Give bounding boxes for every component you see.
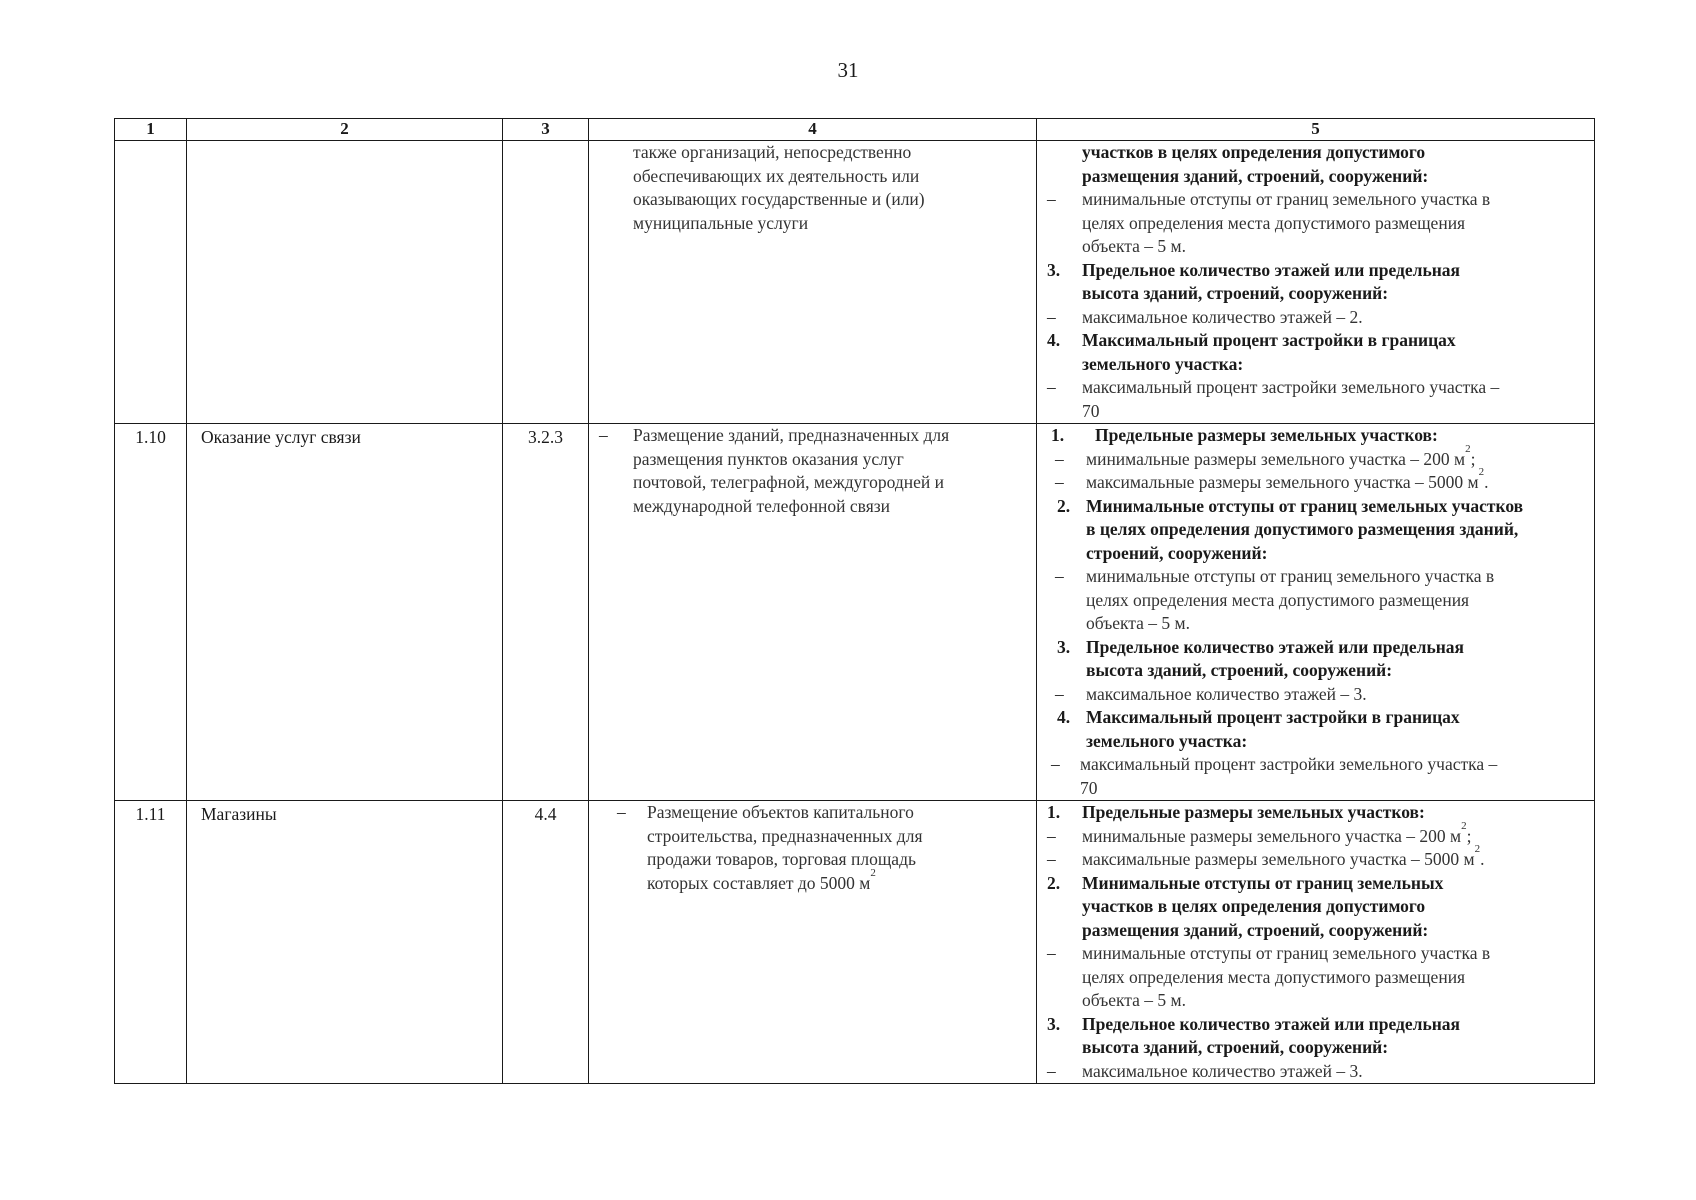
parameter-text: объекта – 5 м. [1086, 613, 1191, 633]
parameter-text: целях определения места допустимого размещения [1086, 589, 1470, 610]
dash-marker: – [1055, 566, 1064, 586]
description-line [589, 495, 1030, 519]
dash-marker: – [1047, 189, 1056, 209]
parameter-value-line [1037, 589, 1594, 613]
dash-marker: – [1047, 377, 1056, 397]
column-header-3: 3 [503, 119, 589, 141]
parameter-text: участков в целях определения допустимого [1082, 142, 1426, 162]
description-line [589, 212, 1030, 236]
list-number: 3. [1047, 1013, 1061, 1034]
dash-marker: – [1055, 472, 1064, 492]
description-cell [589, 801, 1037, 1084]
parameter-value-line [1037, 466, 1594, 495]
list-number: 1. [1051, 425, 1065, 445]
description-line [589, 141, 1030, 165]
parameter-text: высота зданий, строений, сооружений: [1082, 1037, 1389, 1057]
parameter-value-line [1037, 843, 1594, 872]
parameter-text: в целях определения допустимого размещения зданий, [1086, 519, 1519, 539]
parameter-text: Максимальный процент застройки в границах [1082, 330, 1456, 350]
parameter-text: минимальные размеры земельного участка – 200 м [1086, 448, 1466, 469]
dash-marker: – [1047, 1060, 1056, 1081]
dash-marker: – [1055, 683, 1064, 704]
parameter-value-line [1037, 306, 1594, 330]
description-line [589, 471, 1030, 495]
parameter-heading-line [1037, 518, 1594, 542]
parameter-text: высота зданий, строений, сооружений: [1082, 283, 1389, 303]
parameter-heading-line [1037, 919, 1594, 943]
parameter-value-line [1037, 376, 1594, 400]
parameter-heading-line [1037, 801, 1594, 825]
parameter-text: Предельное количество этажей или предельная [1082, 1013, 1461, 1034]
regulations-table [114, 118, 1595, 1084]
parameter-value-line [1037, 442, 1594, 472]
parameter-text: максимальное количество этажей – 3. [1086, 683, 1367, 704]
parameter-text: земельного участка: [1086, 730, 1248, 751]
parameter-value-line [1037, 400, 1594, 424]
parameter-text: высота зданий, строений, сооружений: [1086, 660, 1393, 680]
parameter-heading-line [1037, 659, 1594, 683]
parameter-text: Предельные размеры земельных участков: [1095, 425, 1438, 445]
dash-marker: – [1047, 849, 1056, 869]
parameter-value-line [1037, 777, 1594, 801]
parameter-value-line [1037, 212, 1594, 236]
use-code-cell: 3.2.3 [503, 424, 589, 801]
description-text: почтовой, телеграфной, междугородней и [633, 472, 945, 492]
parameter-text: Максимальный процент застройки в границах [1086, 707, 1460, 727]
parameter-heading-line [1037, 1013, 1594, 1037]
parameter-value-line [1037, 565, 1594, 589]
description-line [589, 165, 1030, 189]
parameter-heading-line [1037, 165, 1594, 189]
description-text: строительства, предназначенных для [647, 825, 923, 846]
description-text: продажи товаров, торговая площадь [647, 849, 916, 869]
dash-marker: – [599, 425, 608, 445]
description-text: которых составляет до 5000 м [647, 872, 871, 893]
description-line [589, 848, 1030, 872]
parameter-heading-line [1037, 329, 1594, 353]
superscript: 2 [1461, 819, 1467, 832]
parameter-text: максимальный процент застройки земельного участка – [1082, 377, 1500, 397]
description-text: оказывающих государственные и (или) [633, 189, 925, 209]
table-header-row [115, 119, 1595, 141]
parameter-value-line [1037, 989, 1594, 1013]
parameter-text: максимальные размеры земельного участка – 5000 м [1086, 472, 1479, 492]
parameter-heading-line [1037, 141, 1594, 165]
parameter-text: объекта – 5 м. [1082, 236, 1187, 256]
description-line [589, 866, 1030, 896]
list-number: 2. [1047, 872, 1061, 893]
parameter-text: целях определения места допустимого размещения [1082, 966, 1466, 987]
description-line [589, 188, 1030, 212]
use-code-cell: 4.4 [503, 801, 589, 1084]
dash-marker: – [617, 802, 626, 822]
table-row [115, 801, 1595, 1084]
punctuation: . [1484, 472, 1489, 492]
parameter-value-line [1037, 753, 1594, 777]
parameter-heading-line [1037, 730, 1594, 754]
parameter-heading-line [1037, 542, 1594, 566]
parameter-text: минимальные размеры земельного участка – 200 м [1082, 825, 1462, 846]
use-name-cell [187, 141, 503, 424]
parameter-value-line [1037, 235, 1594, 259]
parameter-heading-line [1037, 282, 1594, 306]
description-cell [589, 141, 1037, 424]
parameter-value-line [1037, 188, 1594, 212]
parameter-text: минимальные отступы от границ земельного участка в [1086, 566, 1495, 586]
parameter-text: 70 [1082, 400, 1100, 421]
parameter-heading-line [1037, 424, 1594, 448]
table-row [115, 141, 1595, 424]
description-text: международной телефонной связи [633, 495, 891, 516]
parameter-text: земельного участка: [1082, 353, 1244, 374]
dash-marker: – [1051, 754, 1060, 774]
parameter-heading-line [1037, 636, 1594, 660]
parameter-value-line [1037, 683, 1594, 707]
dash-marker: – [1047, 943, 1056, 963]
parameter-text: объекта – 5 м. [1082, 990, 1187, 1010]
row-number-cell: 1.11 [115, 801, 187, 1084]
punctuation: ; [1466, 825, 1472, 846]
parameter-heading-line [1037, 259, 1594, 283]
parameter-value-line [1037, 612, 1594, 636]
superscript: 2 [1474, 843, 1481, 856]
list-number: 2. [1057, 495, 1071, 516]
column-header-5: 5 [1037, 119, 1595, 141]
parameter-text: минимальные отступы от границ земельного участка в [1082, 189, 1491, 209]
dash-marker: – [1047, 825, 1056, 846]
description-text: Размещение объектов капитального [647, 802, 914, 822]
parameter-text: Минимальные отступы от границ земельных [1082, 872, 1444, 893]
column-header-4: 4 [589, 119, 1037, 141]
description-text: обеспечивающих их деятельность или [633, 165, 920, 186]
description-text: Размещение зданий, предназначенных для [633, 425, 950, 445]
punctuation: ; [1470, 448, 1476, 469]
parameter-text: максимальный процент застройки земельного участка – [1080, 754, 1498, 774]
parameter-value-line [1037, 966, 1594, 990]
parameters-cell [1037, 141, 1595, 424]
parameter-value-line [1037, 942, 1594, 966]
parameters-cell [1037, 801, 1595, 1084]
use-code-cell [503, 141, 589, 424]
parameter-value-line [1037, 1060, 1594, 1084]
parameter-text: максимальные размеры земельного участка – 5000 м [1082, 849, 1475, 869]
description-cell [589, 424, 1037, 801]
parameter-text: максимальное количество этажей – 3. [1082, 1060, 1363, 1081]
parameter-heading-line [1037, 706, 1594, 730]
parameter-text: участков в целях определения допустимого [1082, 896, 1426, 916]
parameter-heading-line [1037, 353, 1594, 377]
description-text: муниципальные услуги [633, 212, 809, 233]
parameter-text: минимальные отступы от границ земельного участка в [1082, 943, 1491, 963]
superscript: 2 [870, 866, 876, 879]
punctuation: . [1480, 849, 1485, 869]
column-header-1: 1 [115, 119, 187, 141]
superscript: 2 [1478, 466, 1485, 479]
row-number-cell [115, 141, 187, 424]
parameter-heading-line [1037, 495, 1594, 519]
column-header-2: 2 [187, 119, 503, 141]
list-number: 4. [1057, 707, 1071, 727]
list-number: 4. [1047, 330, 1061, 350]
parameter-text: размещения зданий, строений, сооружений: [1082, 919, 1429, 940]
superscript: 2 [1465, 442, 1471, 455]
parameter-text: 70 [1080, 777, 1098, 798]
parameter-text: Предельное количество этажей или предельная [1086, 636, 1465, 657]
parameter-text: размещения зданий, строений, сооружений: [1082, 165, 1429, 186]
table-row [115, 424, 1595, 801]
parameter-text: Предельное количество этажей или предельная [1082, 259, 1461, 280]
parameter-value-line [1037, 819, 1594, 849]
description-line [589, 825, 1030, 849]
parameter-heading-line [1037, 872, 1594, 896]
description-line [589, 424, 1030, 448]
dash-marker: – [1055, 448, 1064, 469]
use-name-cell: Магазины [187, 801, 503, 1084]
parameter-text: максимальное количество этажей – 2. [1082, 306, 1363, 327]
use-name-cell: Оказание услуг связи [187, 424, 503, 801]
parameter-heading-line [1037, 1036, 1594, 1060]
parameter-text: Предельные размеры земельных участков: [1082, 802, 1425, 822]
parameter-text: целях определения места допустимого размещения [1082, 212, 1466, 233]
description-line [589, 448, 1030, 472]
page-number: 31 [837, 58, 859, 82]
dash-marker: – [1047, 306, 1056, 327]
list-number: 3. [1047, 259, 1061, 280]
description-text: также организаций, непосредственно [633, 142, 912, 162]
description-text: размещения пунктов оказания услуг [633, 448, 904, 469]
row-number-cell: 1.10 [115, 424, 187, 801]
list-number: 1. [1047, 802, 1061, 822]
parameter-heading-line [1037, 895, 1594, 919]
list-number: 3. [1057, 636, 1071, 657]
parameters-cell [1037, 424, 1595, 801]
parameter-text: Минимальные отступы от границ земельных участков [1086, 495, 1524, 516]
description-line [589, 801, 1030, 825]
parameter-text: строений, сооружений: [1086, 542, 1268, 563]
